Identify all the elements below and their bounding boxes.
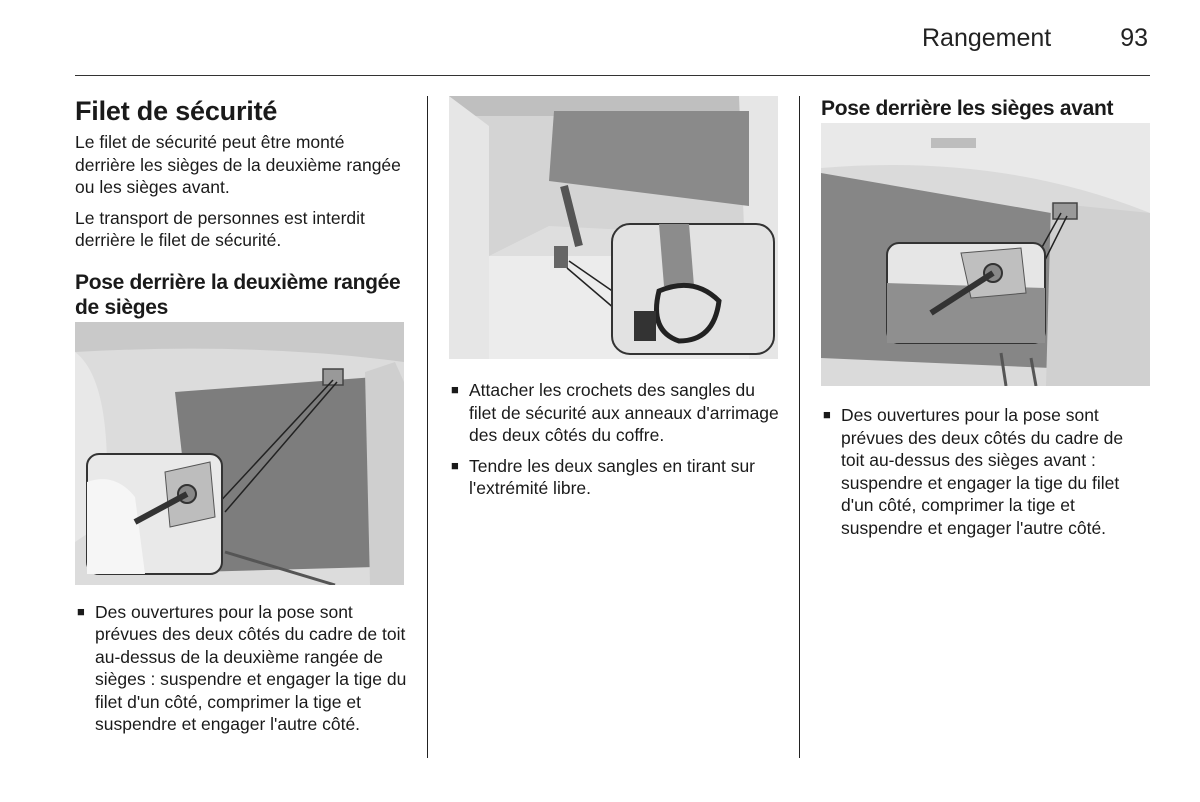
figure-cargo-anchors xyxy=(449,96,778,359)
instruction-item xyxy=(75,601,409,736)
column-2 xyxy=(449,96,779,508)
instruction-item xyxy=(821,404,1150,539)
instruction-item xyxy=(449,455,779,500)
bullet-marker: ■ xyxy=(77,603,85,619)
bullet-marker: ■ xyxy=(451,457,459,473)
bullet-marker: ■ xyxy=(823,407,831,423)
subsection-title-front-seats: Pose derrière les sièges avant xyxy=(821,97,1114,120)
column-divider-2 xyxy=(799,96,800,758)
bullet-marker: ■ xyxy=(451,382,459,397)
running-header xyxy=(922,24,1148,53)
column-1 xyxy=(75,96,409,744)
column-3 xyxy=(821,96,1150,547)
instruction-text: Attacher les crochets des sangles du filet de sécurité aux anneaux d'arrimage des deux côtés du coffre. xyxy=(469,380,779,445)
intro-paragraph-1: Le filet de sécurité peut être monté derrière les sièges de la deuxième rangée ou les sièges avant. xyxy=(75,132,401,198)
instruction-text: Tendre les deux sangles en tirant sur l'extrémité libre. xyxy=(469,455,755,498)
instruction-text: Des ouvertures pour la pose sont prévues des deux côtés du cadre de toit au-dessus des sièges avant : suspendre et engager la tige du filet d'un côté, comprimer la tige et suspendre et engager l'autre côté. xyxy=(841,405,1124,538)
subsection-title-second-row: Pose derrière la deuxième rangée de sièges xyxy=(75,270,401,319)
intro-paragraph-2: Le transport de personnes est interdit derrière le filet de sécurité. xyxy=(75,207,365,251)
instruction-item xyxy=(449,379,779,447)
page-number: 93 xyxy=(1120,24,1148,52)
figure-front-seats-net xyxy=(821,123,1150,386)
figure-second-row-net xyxy=(75,322,404,585)
section-title: Filet de sécurité xyxy=(75,96,278,126)
instruction-text: Des ouvertures pour la pose sont prévues des deux côtés du cadre de toit au-dessus de la deuxième rangée de sièges : suspendre et engager la tige du filet d'un côté, comprimer la tige et suspendre et engager l'autre côté. xyxy=(95,601,407,735)
section-name: Rangement xyxy=(921,24,1052,52)
column-divider-1 xyxy=(427,96,428,758)
header-rule xyxy=(75,75,1150,76)
